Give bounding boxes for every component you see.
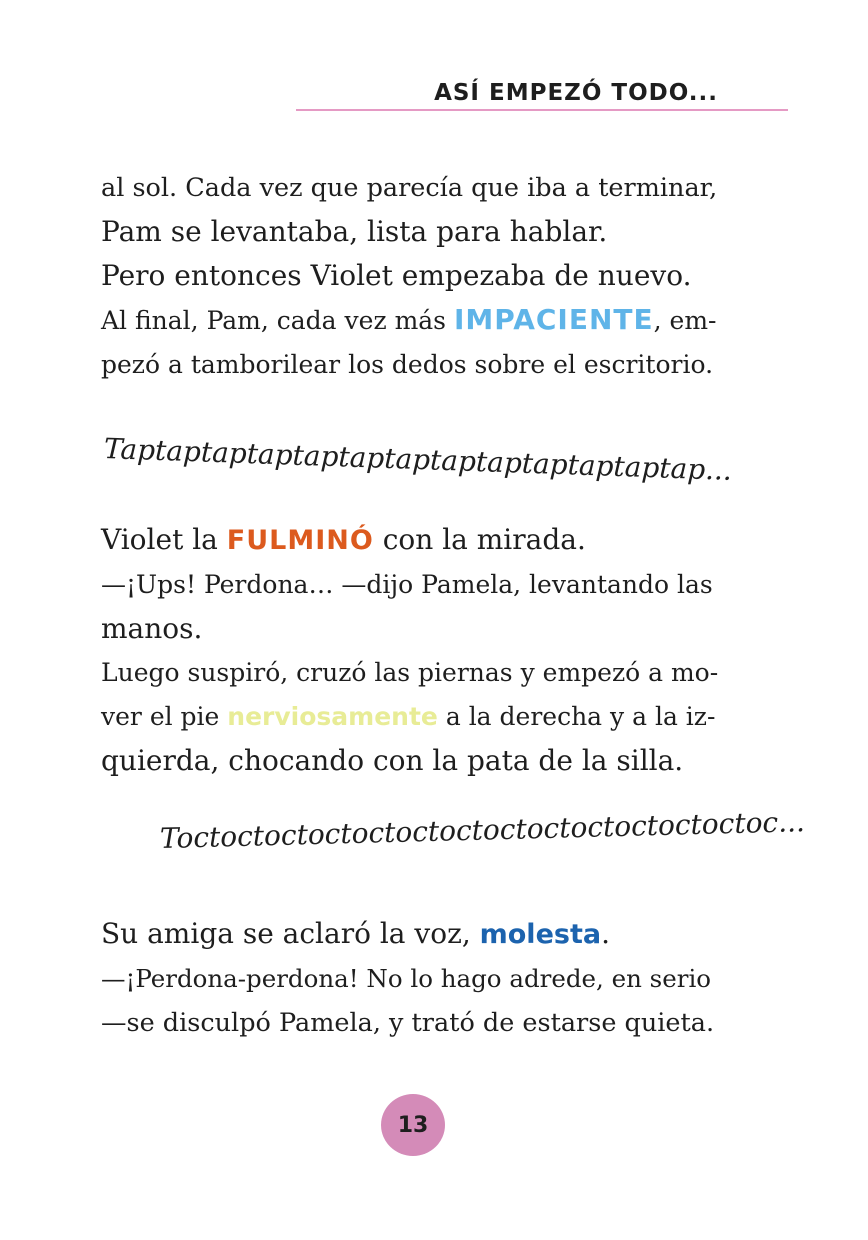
text-fragment: , em- [653,306,717,335]
text-line: —¡Ups! Perdona… —dijo Pamela, levantando las [101,570,713,599]
text-line: —¡Perdona-perdona! No lo hago adrede, en serio [101,964,712,993]
text-line: al sol. Cada vez que parecía que iba a terminar, [101,173,718,203]
text-line: quierda, chocando con la pata de la silla. [101,744,684,777]
highlight-word-molesta: molesta [479,919,602,950]
sound-effect-tap: Taptaptaptaptaptaptaptaptaptaptaptaptap... [103,432,733,487]
text-line: Pam se levantaba, lista para hablar. [101,215,608,248]
text-line [101,518,721,563]
running-header-title: ASÍ EMPEZÓ TODO... [434,80,718,106]
highlight-word-impaciente: IMPACIENTE [453,303,654,336]
sound-effect-toc: Toctoctoctoctoctoctoctoctoctoctoctoctoctoc... [159,805,806,855]
paragraph-1 [101,166,721,387]
text-fragment: Al final, Pam, cada vez más [101,306,454,335]
paragraph-3 [101,912,721,1045]
text-line: Pero entonces Violet empezaba de nuevo. [101,259,692,292]
text-line: —se disculpó Pamela, y trató de estarse quieta. [101,1008,715,1038]
paragraph-2 [101,518,721,783]
text-fragment: ver el pie [101,702,228,731]
text-line: pezó a tamborilear los dedos sobre el escritorio. [101,350,714,379]
text-line [101,298,721,343]
highlight-word-fulmino: FULMINÓ [226,525,374,556]
text-fragment: Su amiga se aclaró la voz, [101,917,480,950]
highlight-word-nerviosamente: nerviosamente [227,702,438,731]
text-fragment: a la derecha y a la iz- [437,702,716,731]
page-number-badge: 13 [381,1094,445,1156]
text-fragment: con la mirada. [373,523,586,556]
text-line: manos. [101,612,203,645]
text-line: Luego suspiró, cruzó las piernas y empezó a mo- [101,658,719,687]
text-fragment: Violet la [101,523,227,556]
text-line [101,695,721,739]
header-divider [296,109,788,111]
text-fragment: . [601,917,610,950]
text-line [101,912,721,957]
